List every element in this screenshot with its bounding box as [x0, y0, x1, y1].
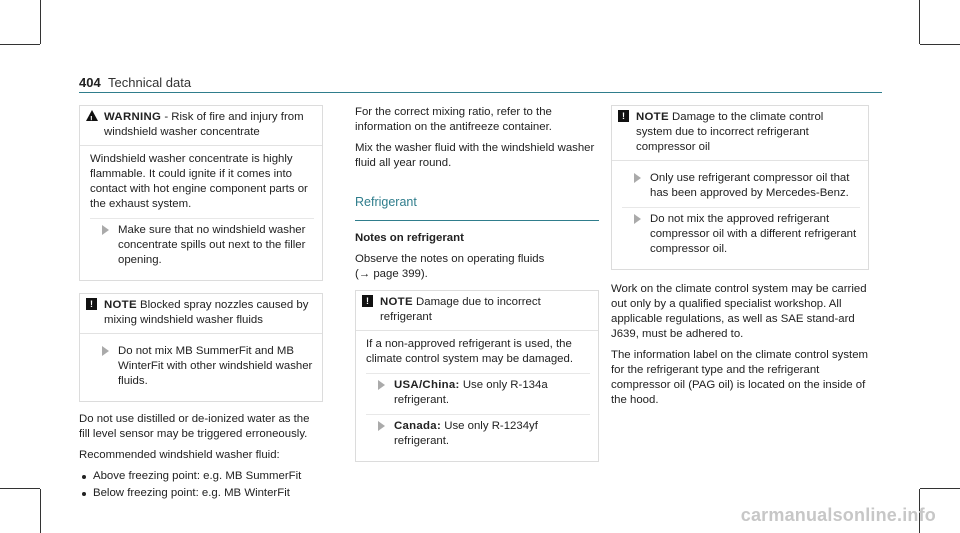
warning-body: Windshield washer concentrate is highly flammable. It could ignite if it comes into contact with hot engine component parts or the exhaust system. — [90, 153, 308, 210]
subsection-body: Observe the notes on operating fluids — [355, 253, 545, 265]
crop-mark — [0, 44, 40, 45]
paragraph: Do not use distilled or de-ionized water as the fill level sensor may be triggered erroneously. — [79, 413, 310, 440]
column-3 — [611, 105, 869, 414]
crop-mark — [919, 0, 920, 44]
crop-mark — [0, 488, 40, 489]
note-title: Damage due to incorrect refrigerant — [380, 296, 541, 323]
warning-label: WARNING — [104, 111, 162, 123]
note-box — [355, 290, 599, 462]
section-header: Technical data — [108, 75, 192, 90]
note-icon: ! — [86, 298, 97, 310]
crop-mark — [40, 0, 41, 44]
subsection-title: Notes on refrigerant — [355, 232, 464, 244]
paragraph: The information label on the climate control system for the refrigerant type and the refrigerant compressor oil (PAG oil) is located on the inside of the hood. — [611, 349, 869, 406]
note-step: Do not mix MB SummerFit and MB WinterFit with other windshield washer fluids. — [90, 344, 314, 389]
warning-icon — [86, 110, 98, 121]
note-step: Only use refrigerant compressor oil that has been approved by Mercedes-Benz. — [622, 171, 860, 201]
note-title: Damage to the climate control system due to incorrect refrigerant compressor oil — [636, 111, 824, 153]
paragraph: For the correct mixing ratio, refer to the information on the antifreeze container. — [355, 106, 552, 133]
paragraph: Recommended windshield washer fluid: — [79, 449, 280, 461]
arrow-icon — [102, 225, 109, 235]
note-label: NOTE — [636, 111, 669, 123]
list-item: Above freezing point: e.g. MB SummerFit — [79, 469, 323, 484]
warning-step: Make sure that no windshield washer concentrate spills out next to the filler opening. — [90, 223, 314, 268]
page-reference-link[interactable]: (→ page 399). — [355, 268, 428, 280]
note-title: Blocked spray nozzles caused by mixing windshield washer fluids — [104, 299, 309, 326]
crop-mark — [920, 488, 960, 489]
note-step: USA/China: Use only R-134a refrigerant. — [366, 378, 590, 408]
note-box — [79, 293, 323, 402]
note-label: NOTE — [104, 299, 137, 311]
arrow-icon — [102, 346, 109, 356]
section-rule — [355, 220, 599, 221]
warning-title: - Risk of fire and injury from windshield washer concentrate — [104, 111, 304, 138]
paragraph: Work on the climate control system may be carried out only by a qualified specialist workshop. All applicable regulations, as well as SAE stand-ard J639, must be adhered to. — [611, 283, 867, 340]
section-title: Refrigerant — [355, 195, 417, 209]
crop-mark — [40, 489, 41, 533]
column-2 — [355, 105, 599, 462]
bullet-icon — [82, 475, 86, 479]
note-icon: ! — [618, 110, 629, 122]
arrow-icon — [634, 173, 641, 183]
crop-mark — [920, 44, 960, 45]
note-icon: ! — [362, 295, 373, 307]
note-step: Do not mix the approved refrigerant compressor oil with a different refrigerant compressor oil. — [622, 212, 860, 257]
note-label: NOTE — [380, 296, 413, 308]
page-number: 404 — [79, 75, 101, 90]
arrow-icon — [634, 214, 641, 224]
arrow-icon — [378, 421, 385, 431]
note-box — [611, 105, 869, 270]
note-step: Canada: Use only R-1234yf refrigerant. — [366, 419, 590, 449]
column-1 — [79, 105, 323, 503]
paragraph: Mix the washer fluid with the windshield washer fluid all year round. — [355, 142, 595, 169]
header-rule — [79, 92, 882, 93]
watermark: carmanualsonline.info — [740, 505, 936, 525]
arrow-icon — [378, 380, 385, 390]
warning-box — [79, 105, 323, 281]
bullet-icon — [82, 492, 86, 496]
list-item: Below freezing point: e.g. MB WinterFit — [79, 486, 323, 501]
note-body: If a non-approved refrigerant is used, the climate control system may be damaged. — [366, 338, 574, 365]
